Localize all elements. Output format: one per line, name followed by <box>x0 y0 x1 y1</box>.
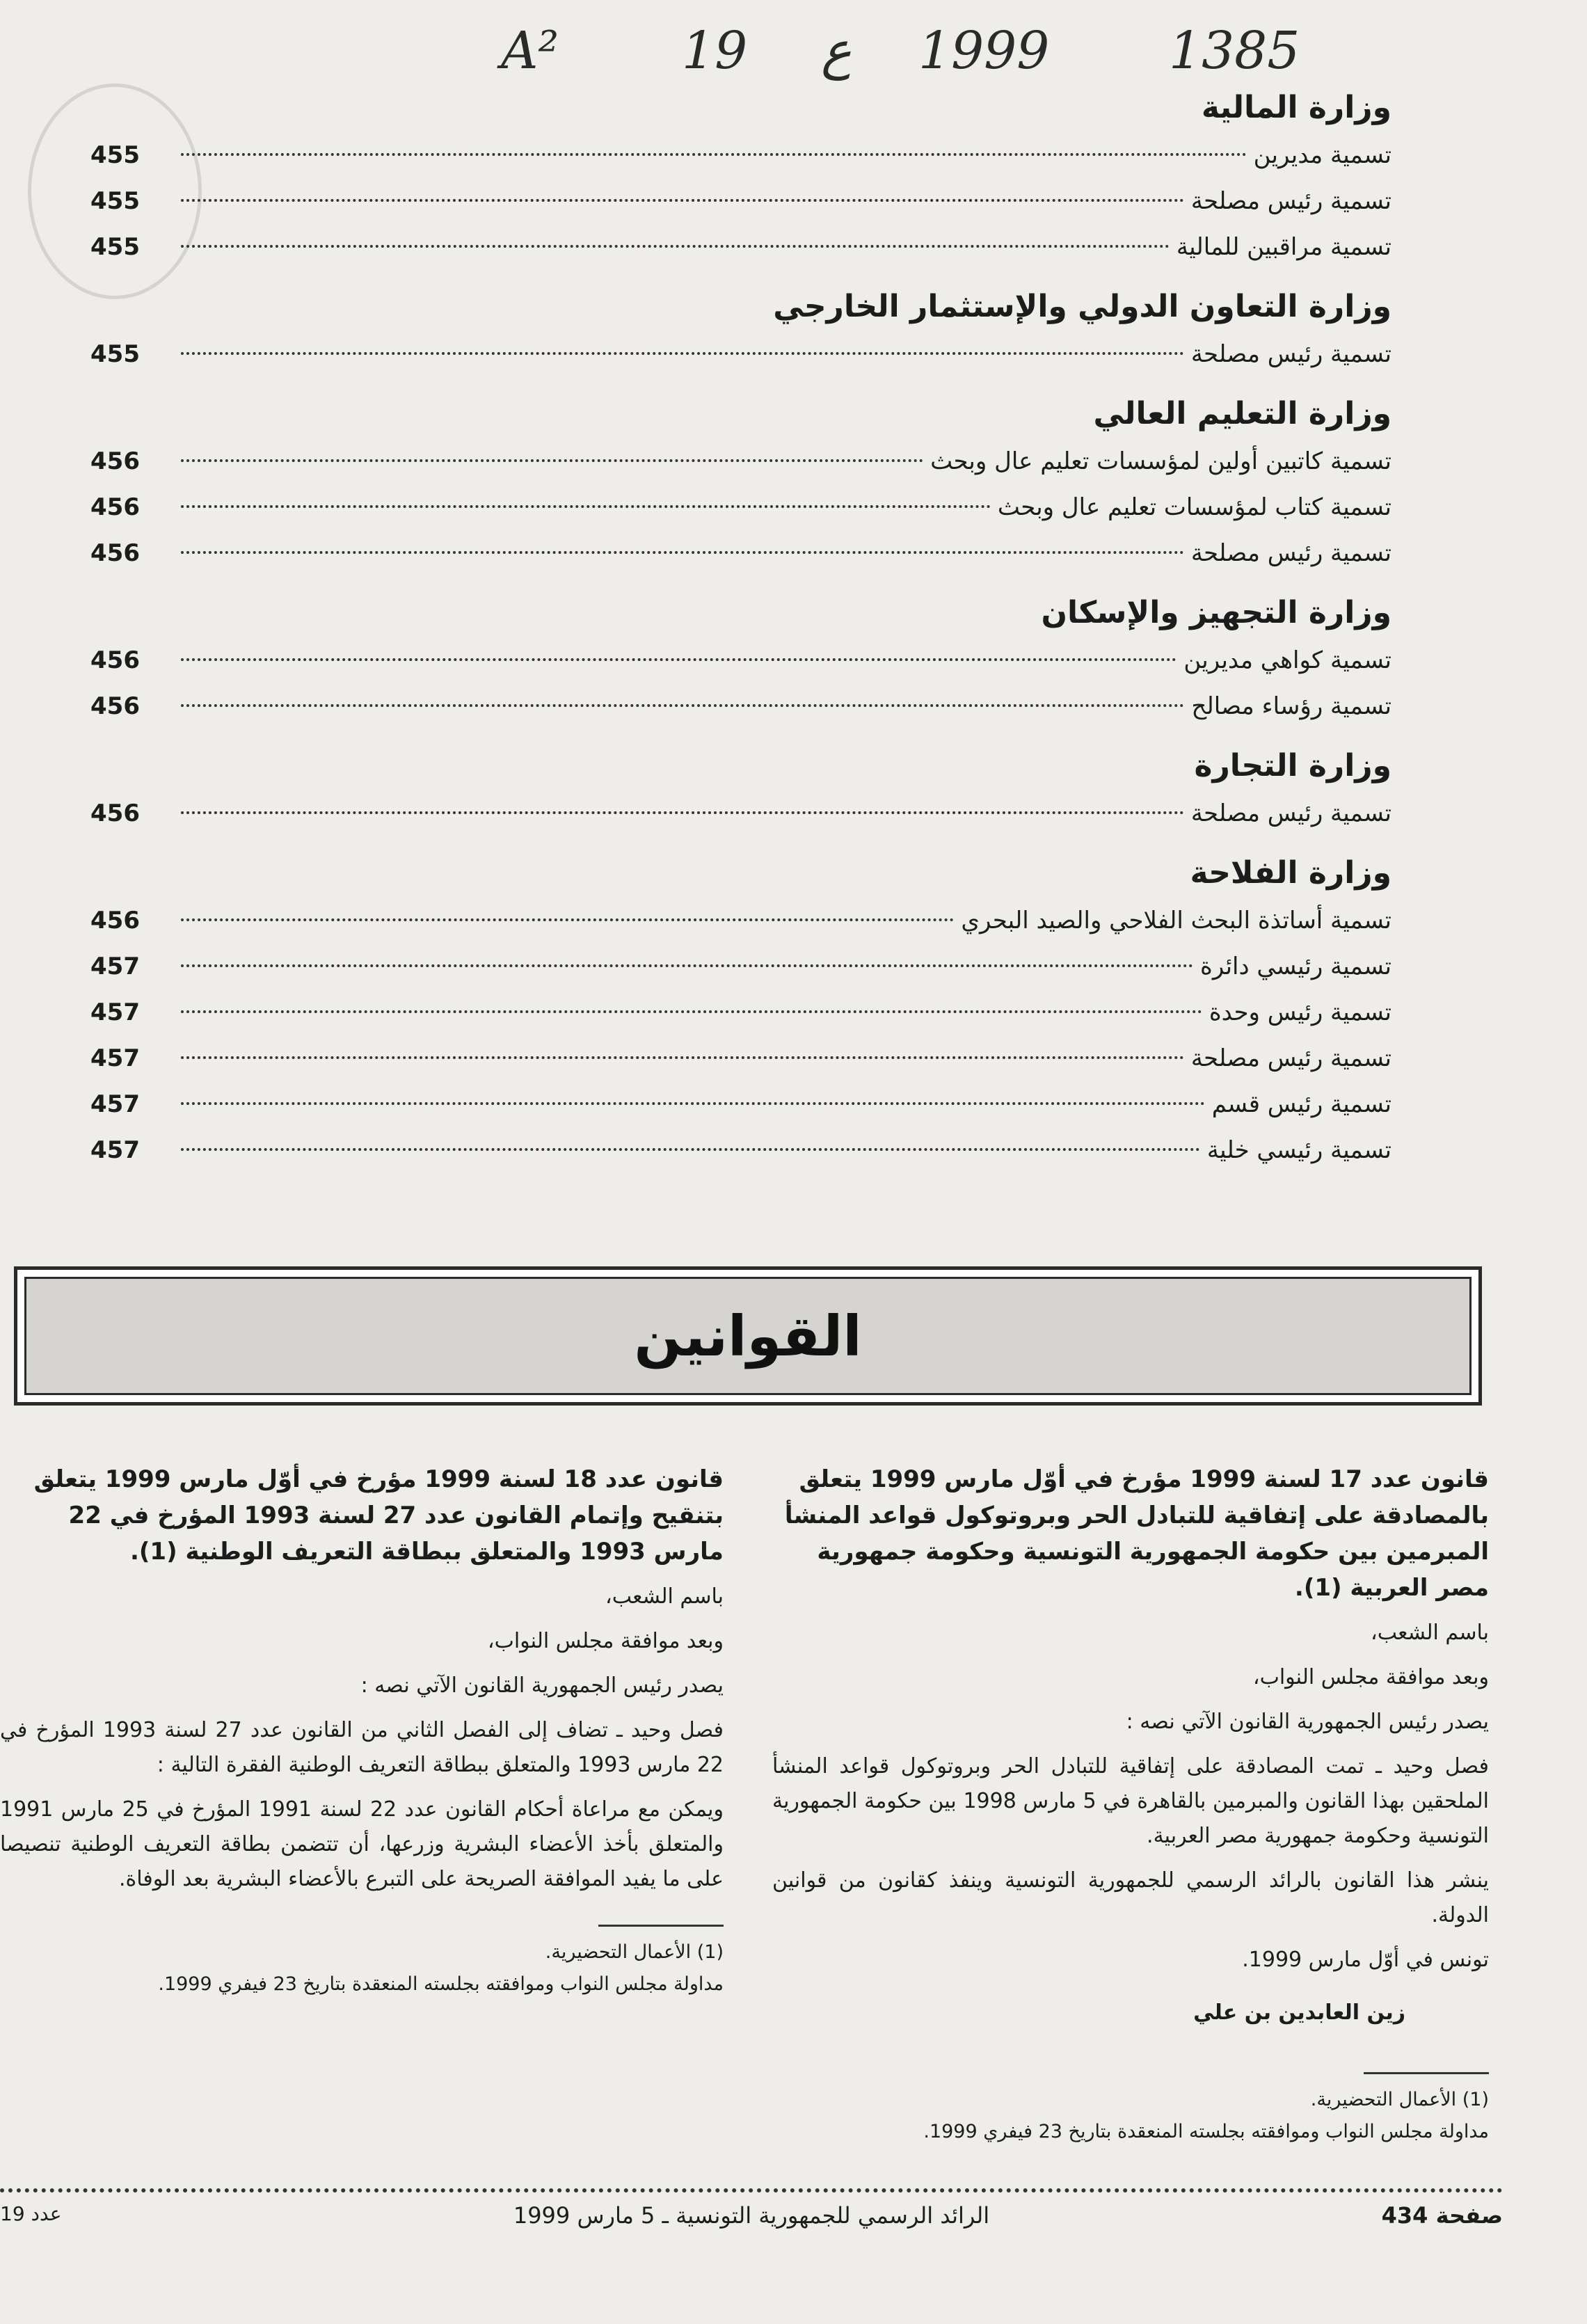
signature: زين العابدين بن علي <box>1193 2000 1405 2025</box>
law-paragraph: باسم الشعب، <box>1371 1621 1489 1645</box>
leader-dots <box>181 964 1193 967</box>
leader-dots <box>181 1102 1205 1105</box>
leader-dots <box>181 199 1184 202</box>
section-banner <box>14 1266 1482 1406</box>
handwritten-annotation <box>501 21 1371 90</box>
entry-title: تسمية رئيس مصلحة <box>1190 539 1391 567</box>
footnote-rule <box>598 1925 724 1927</box>
entry-title: تسمية رئيس مصلحة <box>1190 340 1391 368</box>
handwritten-issue: 19 <box>682 21 748 81</box>
footnote: (1) الأعمال التحضيرية. <box>1310 2089 1489 2110</box>
toc-entry <box>90 484 1391 530</box>
entry-page: 455 <box>90 141 140 169</box>
footer-divider <box>0 2188 1503 2192</box>
ministry-heading: وزارة الفلاحة <box>1190 855 1391 891</box>
leader-dots <box>181 811 1184 814</box>
handwritten-ref: A² <box>501 21 559 81</box>
leader-dots <box>181 1056 1184 1059</box>
law-paragraph: باسم الشعب، <box>605 1584 724 1609</box>
toc-entry <box>90 132 1391 178</box>
toc-entry <box>90 944 1391 989</box>
leader-dots <box>181 505 991 508</box>
leader-dots <box>181 245 1170 248</box>
leader-dots <box>181 1010 1202 1013</box>
leader-dots <box>181 459 923 462</box>
entry-title: تسمية كاتبين أولين لمؤسسات تعليم عال وبحث <box>930 447 1391 475</box>
leader-dots <box>181 918 954 921</box>
law-paragraph: ويمكن مع مراعاة أحكام القانون عدد 22 لسنة 1991 المؤرخ في 25 مارس 1991 والمتعلق بأخذ الأعضاء البشرية وزرعها، أن تتضمن بطاقة التعريف الوطنية تنصيصا على ما يفيد الموافقة الصريحة على التبرع بالأعضاء البشرية بعد الوفاة. <box>0 1797 724 1891</box>
law-18-column <box>0 1461 724 2000</box>
entry-title: تسمية رئيس مصلحة <box>1190 1044 1391 1072</box>
law-paragraph: فصل وحيد ـ تضاف إلى الفصل الثاني من القانون عدد 27 لسنة 1993 المؤرخ في 22 مارس 1993 والمتعلق ببطاقة التعريف الوطنية الفقرة التالية : <box>0 1718 724 1777</box>
toc-entry <box>90 224 1391 270</box>
ministry-heading: وزارة التجارة <box>1194 748 1391 783</box>
entry-title: تسمية رئيس مصلحة <box>1190 799 1391 827</box>
page-footer <box>0 2202 1503 2244</box>
entry-page: 456 <box>90 447 140 475</box>
entry-title: تسمية رئيس قسم <box>1211 1090 1391 1118</box>
entry-title: تسمية رئيس مصلحة <box>1190 187 1391 215</box>
entry-page: 457 <box>90 1044 140 1072</box>
toc-entry <box>90 989 1391 1035</box>
banner-title: القوانين <box>24 1277 1472 1395</box>
entry-title: تسمية كواهي مديرين <box>1183 646 1391 674</box>
law-date: تونس في أوّل مارس 1999. <box>1242 1948 1489 1972</box>
law-paragraph: ينشر هذا القانون بالرائد الرسمي للجمهورية التونسية وينفذ كقانون من قوانين الدولة. <box>772 1868 1489 1927</box>
table-of-contents <box>90 83 1391 1173</box>
toc-entry <box>90 1081 1391 1127</box>
toc-entry <box>90 331 1391 377</box>
entry-page: 455 <box>90 233 140 261</box>
entry-page: 456 <box>90 907 140 934</box>
entry-title: تسمية كتاب لمؤسسات تعليم عال وبحث <box>997 493 1391 521</box>
entry-page: 456 <box>90 539 140 567</box>
entry-page: 457 <box>90 1136 140 1164</box>
toc-entry <box>90 1035 1391 1081</box>
entry-title: تسمية رئيس وحدة <box>1209 998 1391 1026</box>
toc-entry <box>90 683 1391 729</box>
entry-page: 456 <box>90 799 140 827</box>
leader-dots <box>181 551 1184 554</box>
footnote: مداولة مجلس النواب وموافقته بجلسته المنعقدة بتاريخ 23 فيفري 1999. <box>158 1973 724 1995</box>
entry-page: 455 <box>90 340 140 368</box>
law-paragraph: وبعد موافقة مجلس النواب، <box>1252 1665 1489 1689</box>
entry-page: 456 <box>90 493 140 521</box>
entry-page: 456 <box>90 646 140 674</box>
law-heading: قانون عدد 18 لسنة 1999 مؤرخ في أوّل مارس 1999 يتعلق بتنقيح وإتمام القانون عدد 27 لسنة 1993 المؤرخ في 22 مارس 1993 والمتعلق ببطاقة التعريف الوطنية (1). <box>33 1465 724 1566</box>
law-heading: قانون عدد 17 لسنة 1999 مؤرخ في أوّل مارس 1999 يتعلق بالمصادقة على إتفاقية للتبادل الحر وبروتوكول قواعد المنشأ المبرمين بين حكومة الجمهورية التونسية وحكومة جمهورية مصر العربية (1). <box>784 1465 1489 1602</box>
law-17-column <box>772 1461 1489 2148</box>
entry-page: 457 <box>90 953 140 980</box>
entry-title: تسمية أساتذة البحث الفلاحي والصيد البحري <box>961 907 1391 934</box>
law-paragraph: وبعد موافقة مجلس النواب، <box>487 1629 724 1653</box>
journal-title: الرائد الرسمي للجمهورية التونسية ـ 5 مارس 1999 <box>513 2202 990 2229</box>
entry-page: 457 <box>90 998 140 1026</box>
entry-title: تسمية رئيسي خلية <box>1206 1136 1391 1164</box>
toc-entry <box>90 438 1391 484</box>
toc-entry <box>90 1127 1391 1173</box>
footnote: (1) الأعمال التحضيرية. <box>545 1941 724 1963</box>
entry-title: تسمية مديرين <box>1253 141 1391 169</box>
law-paragraph: يصدر رئيس الجمهورية القانون الآتي نصه : <box>1126 1710 1489 1734</box>
toc-entry <box>90 898 1391 944</box>
leader-dots <box>181 704 1184 707</box>
handwritten-month: ع <box>821 21 852 81</box>
toc-entry <box>90 790 1391 836</box>
law-paragraph: فصل وحيد ـ تمت المصادقة على إتفاقية للتبادل الحر وبروتوكول قواعد المنشأ الملحقين بهذا القانون والمبرمين بالقاهرة في 5 مارس 1998 بين حكومة الجمهورية التونسية وحكومة جمهورية مصر العربية. <box>772 1754 1490 1848</box>
ministry-heading: وزارة التعاون الدولي والإستثمار الخارجي <box>773 289 1391 324</box>
entry-page: 455 <box>90 187 140 215</box>
leader-dots <box>181 352 1184 355</box>
handwritten-number: 1385 <box>1169 21 1300 81</box>
entry-page: 457 <box>90 1090 140 1118</box>
leader-dots <box>181 1148 1200 1151</box>
ministry-heading: وزارة التجهيز والإسكان <box>1041 595 1391 630</box>
issue-number: عدد 19 <box>0 2202 62 2225</box>
entry-title: تسمية رؤساء مصالح <box>1191 692 1391 720</box>
toc-entry <box>90 178 1391 224</box>
entry-title: تسمية مراقبين للمالية <box>1176 233 1391 261</box>
handwritten-year: 1999 <box>918 21 1050 81</box>
footnote: مداولة مجلس النواب وموافقته بجلسته المنعقدة بتاريخ 23 فيفري 1999. <box>923 2121 1489 2142</box>
leader-dots <box>181 153 1247 156</box>
law-paragraph: يصدر رئيس الجمهورية القانون الآتي نصه : <box>360 1673 724 1698</box>
entry-page: 456 <box>90 692 140 720</box>
ministry-heading: وزارة المالية <box>1201 90 1391 125</box>
footnote-rule <box>1364 2072 1489 2074</box>
page-number: صفحة 434 <box>1381 2202 1503 2229</box>
toc-entry <box>90 637 1391 683</box>
entry-title: تسمية رئيسي دائرة <box>1200 953 1391 980</box>
ministry-heading: وزارة التعليم العالي <box>1093 396 1391 431</box>
leader-dots <box>181 658 1177 661</box>
toc-entry <box>90 530 1391 576</box>
